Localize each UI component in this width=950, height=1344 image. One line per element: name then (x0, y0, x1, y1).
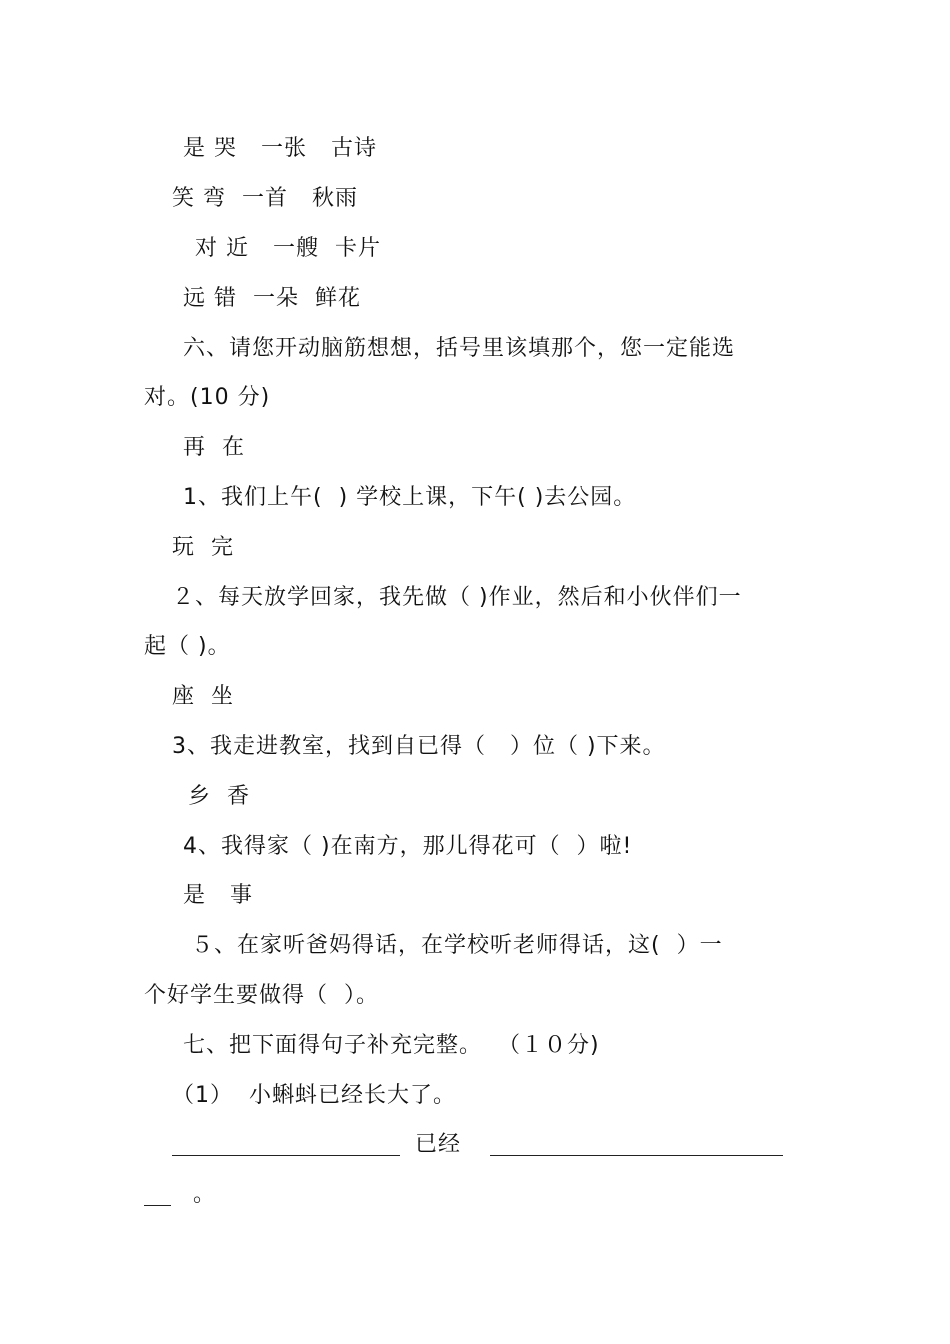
matching-row-1: 是 哭 一张 古诗 (183, 136, 377, 161)
matching-row-4: 远 错 一朵 鲜花 (183, 286, 361, 311)
fill-word: 已经 (415, 1132, 462, 1157)
q5-text-cont: 个好学生要做得（ ）。 (144, 983, 379, 1008)
q5-text: ５、在家听爸妈得话，在学校听老师得话，这( ）一 (183, 933, 723, 958)
matching-row-3: 对 近 一艘 卡片 (195, 236, 381, 261)
q4-text: 4、我得家（ )在南方，那儿得花可（ ）啦! (183, 834, 633, 859)
section-6-title: 六、请您开动脑筋想想，括号里该填那个，您一定能选 (183, 336, 736, 361)
q1-options: 再 在 (183, 435, 245, 460)
q2-text-cont: 起（ )。 (144, 634, 231, 659)
section-6-title-cont: 对。(10 分) (144, 385, 271, 410)
q3-options: 座 坐 (172, 684, 234, 709)
q1-text: 1、我们上午( ) 学校上课，下午( )去公园。 (183, 485, 637, 510)
q2-text: ２、每天放学回家，我先做（ )作业，然后和小伙伴们一 (172, 585, 742, 610)
fill-blank-1 (172, 1155, 400, 1156)
q3-text: 3、我走进教室，找到自已得（ ）位（ )下来。 (172, 734, 666, 759)
section-7-title: 七、把下面得句子补充完整。 （１０分) (183, 1033, 600, 1058)
matching-row-2: 笑 弯 一首 秋雨 (172, 186, 358, 211)
q4-options: 乡 香 (188, 784, 250, 809)
sentence-end: 。 (193, 1182, 217, 1207)
q2-options: 玩 完 (172, 535, 234, 560)
s7-q1-text: （1） 小蝌蚪已经长大了。 (172, 1083, 456, 1108)
q5-options: 是 事 (183, 883, 253, 908)
fill-blank-2 (490, 1155, 783, 1156)
fill-blank-2-cont (144, 1205, 171, 1206)
